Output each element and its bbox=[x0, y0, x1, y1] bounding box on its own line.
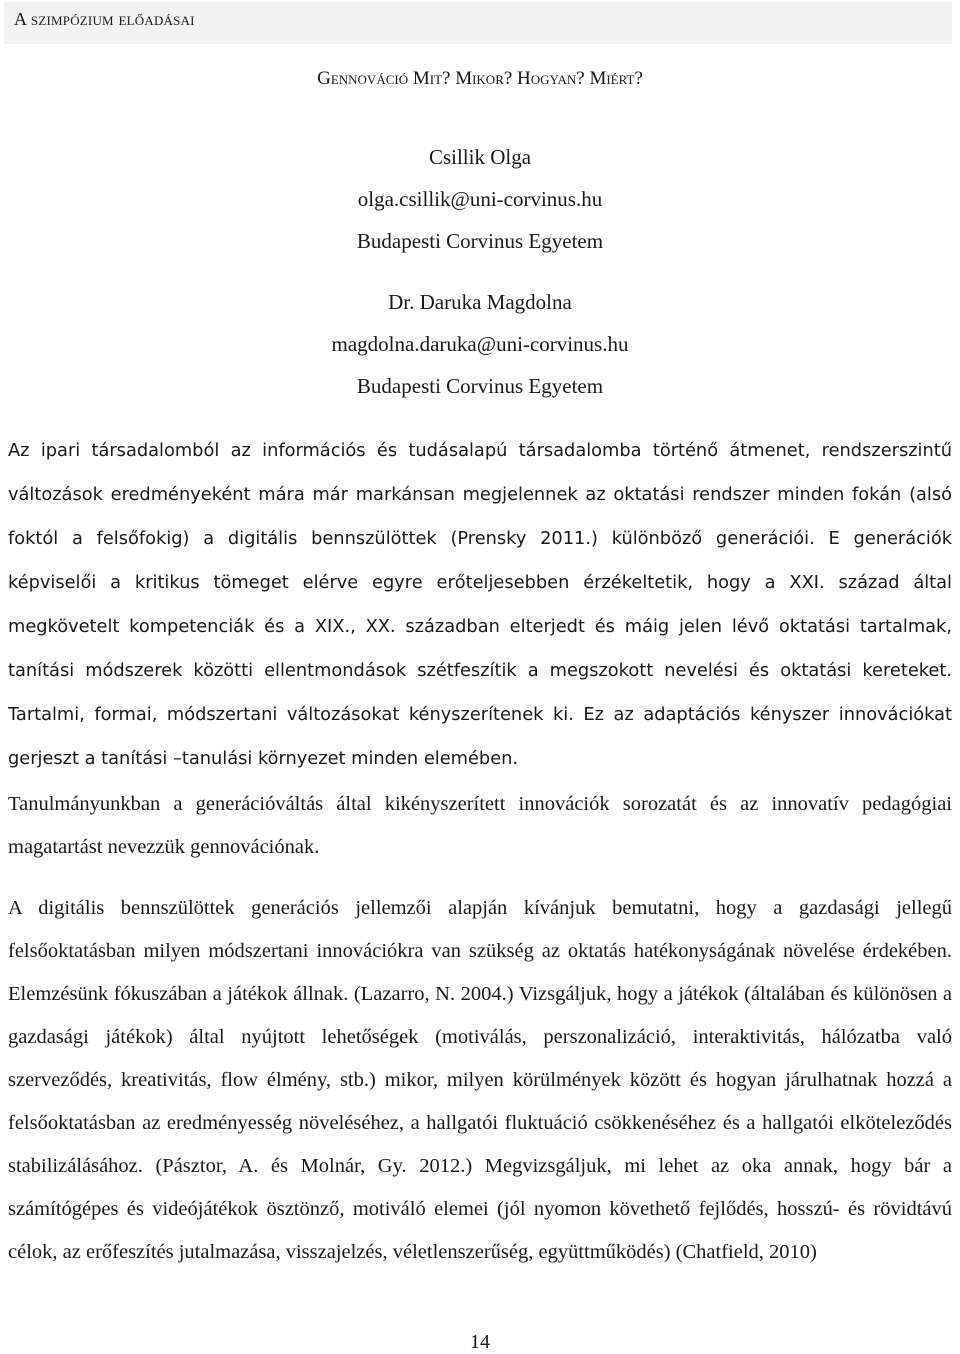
author-block bbox=[0, 281, 960, 407]
section-header bbox=[4, 2, 952, 44]
author-block bbox=[0, 136, 960, 262]
abstract-paragraph: Az ipari társadalomból az információs és tudásalapú társadalomba történő átmenet, rendszerszintű változások eredményeként mára már markánsan megjelennek az oktatási rendszer minden fokán (alsó foktól a felsőfokig) a digitális bennszülöttek (Prensky 2011.) különböző generációi. E generációk képviselői a kritikus tömeget elérve egyre erőteljesebben érzékeltetik, hogy a XXI. század által megkövetelt kompetenciák és a XIX., XX. században elterjedt és máig jelen lévő oktatási tartalmak, tanítási módszerek közötti ellentmondások szétfeszítik a megszokott nevelési és oktatási kereteket. Tartalmi, formai, módszertani változásokat kényszerítenek ki. Ez az adaptációs kényszer innovációkat gerjeszt a tanítási –tanulási környezet minden elemében. bbox=[8, 440, 952, 769]
paper-title: Gennováció Mit? Mikor? Hogyan? Miért? bbox=[317, 68, 643, 89]
author-email[interactable]: olga.csillik@uni-corvinus.hu bbox=[357, 187, 603, 211]
author-affiliation: Budapesti Corvinus Egyetem bbox=[356, 229, 604, 253]
author-name: Dr. Daruka Magdolna bbox=[388, 290, 572, 314]
author-email[interactable]: magdolna.daruka@uni-corvinus.hu bbox=[331, 332, 629, 356]
section-title: A szimpózium előadásai bbox=[14, 9, 195, 29]
abstract-paragraph: Tanulmányunkban a generációváltás által kikényszerített innovációk sorozatát és az innovatív pedagógiai magatartást nevezzük gennovációnak. bbox=[8, 793, 952, 858]
author-name: Csillik Olga bbox=[428, 145, 532, 169]
abstract-paragraph: A digitális bennszülöttek generációs jellemzői alapján kívánjuk bemutatni, hogy a gazdasági jellegű felsőoktatásban milyen módszertani innovációkra van szükség az oktatás hatékonyságának növelése érdekében. Elemzésünk fókuszában a játékok állnak. (Lazarro, N. 2004.) Vizsgáljuk, hogy a játékok (általában és különösen a gazdasági játékok) által nyújtott lehetőségek (motiválás, perszonalizáció, interaktivitás, hálózatba való szerveződés, kreativitás, flow élmény, stb.) mikor, milyen körülmények között és hogyan járulhatnak hozzá a felsőoktatásban az eredményesség növeléséhez, a hallgatói fluktuáció csökkenéséhez és a hallgatói elköteleződés stabilizálásához. (Pásztor, A. és Molnár, Gy. 2012.) Megvizsgáljuk, mi lehet az oka annak, hogy bár a számítógépes és videójátékok ösztönző, motiváló elemei (jól nyomon követhető fejlődés, hosszú- és rövidtávú célok, az erőfeszítés jutalmazása, visszajelzés, véletlenszerűség, együttműködés) (Chatfield, 2010) bbox=[8, 897, 952, 1263]
page-number: 14 bbox=[470, 1331, 490, 1353]
author-affiliation: Budapesti Corvinus Egyetem bbox=[356, 374, 604, 398]
